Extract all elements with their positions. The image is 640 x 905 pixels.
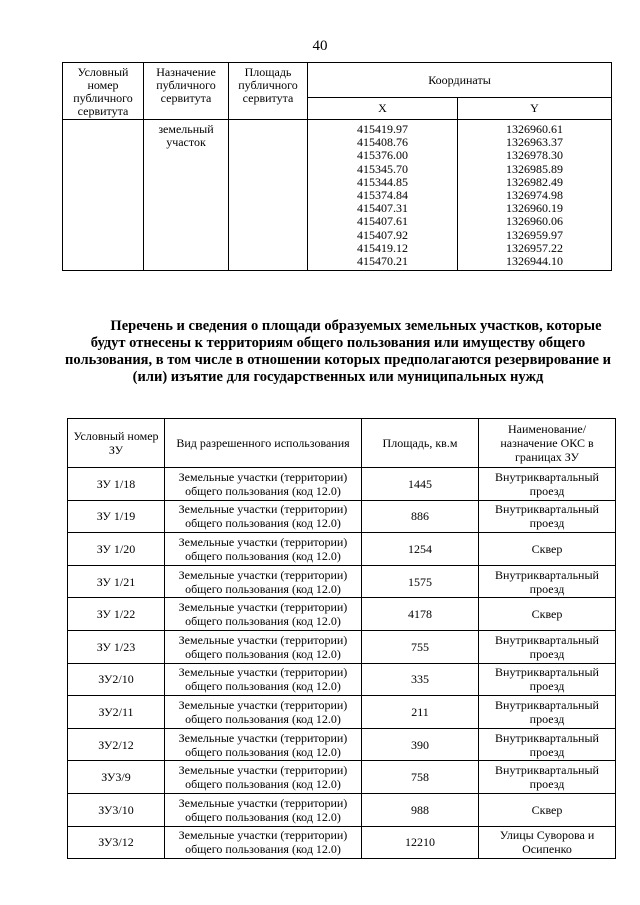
page-number: 40	[312, 38, 328, 54]
plot-number-cell: ЗУ2/11	[68, 696, 165, 729]
y-coordinate: 1326960.61	[506, 122, 563, 136]
table-row	[68, 696, 616, 729]
header-servitude-purpose: Назначение публичного сервитута	[144, 63, 229, 120]
oks-name-cell: Улицы Суворова и Осипенко	[479, 826, 616, 859]
oks-name-cell: Внутриквартальный проезд	[479, 565, 616, 598]
plot-area-cell: 4178	[362, 598, 479, 631]
plot-area-cell: 1445	[362, 468, 479, 501]
table-row	[68, 826, 616, 859]
permitted-use-cell: Земельные участки (территории) общего пользования (код 12.0)	[165, 565, 362, 598]
servitude-number-cell	[63, 120, 144, 271]
servitude-purpose-cell: земельный участок	[144, 120, 229, 271]
oks-name-cell: Сквер	[479, 598, 616, 631]
y-coordinate: 1326944.10	[506, 253, 563, 268]
header-y: Y	[458, 98, 612, 120]
x-coordinates-cell	[308, 120, 458, 271]
y-coordinate: 1326959.97	[506, 227, 563, 242]
table-row	[68, 500, 616, 533]
permitted-use-cell: Земельные участки (территории) общего пользования (код 12.0)	[165, 468, 362, 501]
table-row	[68, 761, 616, 794]
plot-area-cell: 335	[362, 663, 479, 696]
section-heading-first-line: Перечень и сведения о площади образуемых земельных участков, которые	[110, 318, 602, 334]
y-coordinate: 1326985.89	[506, 161, 563, 176]
header-plot-number: Условный номер ЗУ	[68, 419, 165, 468]
plot-area-cell: 758	[362, 761, 479, 794]
permitted-use-cell: Земельные участки (территории) общего пользования (код 12.0)	[165, 761, 362, 794]
permitted-use-cell: Земельные участки (территории) общего пользования (код 12.0)	[165, 663, 362, 696]
x-coordinate: 415376.00	[357, 148, 408, 163]
x-coordinate: 415407.61	[357, 214, 408, 229]
header-plot-area: Площадь, кв.м	[362, 419, 479, 468]
table-row	[68, 793, 616, 826]
table-row	[68, 728, 616, 761]
section-heading	[58, 318, 618, 386]
plot-area-cell: 211	[362, 696, 479, 729]
header-coordinates: Координаты	[308, 63, 612, 98]
oks-name-cell: Сквер	[479, 533, 616, 566]
table-row	[68, 630, 616, 663]
y-coordinate: 1326982.49	[506, 174, 563, 189]
plot-number-cell: ЗУ2/10	[68, 663, 165, 696]
y-coordinate: 1326960.19	[506, 201, 563, 216]
y-coordinate: 1326974.98	[506, 187, 563, 202]
y-coordinates-cell	[458, 120, 612, 271]
x-coordinate: 415470.21	[357, 253, 408, 268]
permitted-use-cell: Земельные участки (территории) общего пользования (код 12.0)	[165, 826, 362, 859]
x-coordinate: 415408.76	[357, 135, 408, 150]
plot-number-cell: ЗУ 1/23	[68, 630, 165, 663]
plot-number-cell: ЗУ 1/21	[68, 565, 165, 598]
table-row	[68, 598, 616, 631]
oks-name-cell: Внутриквартальный проезд	[479, 663, 616, 696]
oks-name-cell: Внутриквартальный проезд	[479, 468, 616, 501]
x-coordinate: 415407.31	[357, 201, 408, 216]
plot-area-cell: 755	[362, 630, 479, 663]
servitude-area-cell	[229, 120, 308, 271]
y-coordinate: 1326960.06	[506, 214, 563, 229]
plot-number-cell: ЗУ 1/18	[68, 468, 165, 501]
table-row	[68, 663, 616, 696]
plot-number-cell: ЗУ2/12	[68, 728, 165, 761]
plot-area-cell: 1575	[362, 565, 479, 598]
y-coordinate: 1326963.37	[506, 135, 563, 150]
header-permitted-use: Вид разрешенного использования	[165, 419, 362, 468]
x-coordinate: 415374.84	[357, 187, 408, 202]
permitted-use-cell: Земельные участки (территории) общего пользования (код 12.0)	[165, 696, 362, 729]
plot-number-cell: ЗУ3/9	[68, 761, 165, 794]
table-row	[68, 468, 616, 501]
x-coordinate: 415345.70	[357, 161, 408, 176]
permitted-use-cell: Земельные участки (территории) общего пользования (код 12.0)	[165, 500, 362, 533]
permitted-use-cell: Земельные участки (территории) общего пользования (код 12.0)	[165, 793, 362, 826]
permitted-use-cell: Земельные участки (территории) общего пользования (код 12.0)	[165, 630, 362, 663]
plot-area-cell: 988	[362, 793, 479, 826]
land-plots-body	[68, 468, 616, 859]
plot-number-cell: ЗУ3/10	[68, 793, 165, 826]
plot-number-cell: ЗУ 1/22	[68, 598, 165, 631]
table-row	[63, 120, 612, 271]
land-plots-table	[67, 418, 616, 859]
x-coordinate: 415407.92	[357, 227, 408, 242]
header-x: X	[308, 98, 458, 120]
table-row	[68, 533, 616, 566]
plot-area-cell: 1254	[362, 533, 479, 566]
header-servitude-area: Площадь публичного сервитута	[229, 63, 308, 120]
plot-area-cell: 12210	[362, 826, 479, 859]
plot-area-cell: 886	[362, 500, 479, 533]
header-oks-name: Наименование/ назначение ОКС в границах ЗУ	[479, 419, 616, 468]
y-coordinate: 1326957.22	[506, 240, 563, 255]
oks-name-cell: Внутриквартальный проезд	[479, 630, 616, 663]
plot-number-cell: ЗУ 1/20	[68, 533, 165, 566]
header-servitude-number: Условный номер публичного сервитута	[63, 63, 144, 120]
permitted-use-cell: Земельные участки (территории) общего пользования (код 12.0)	[165, 598, 362, 631]
y-coordinate: 1326978.30	[506, 148, 563, 163]
x-coordinate: 415419.97	[357, 122, 408, 136]
oks-name-cell: Внутриквартальный проезд	[479, 761, 616, 794]
oks-name-cell: Сквер	[479, 793, 616, 826]
servitude-coordinates-table	[62, 62, 612, 271]
x-coordinate: 415419.12	[357, 240, 408, 255]
section-heading-rest: будут отнесены к территориям общего пользования или имуществу общего пользования, в том числе в отношении которых предполагаются резервирование и (или) изъятие для государственных или муниципальных нужд	[65, 335, 611, 385]
x-coordinate: 415344.85	[357, 174, 408, 189]
oks-name-cell: Внутриквартальный проезд	[479, 728, 616, 761]
permitted-use-cell: Земельные участки (территории) общего пользования (код 12.0)	[165, 728, 362, 761]
plot-number-cell: ЗУ 1/19	[68, 500, 165, 533]
plot-number-cell: ЗУ3/12	[68, 826, 165, 859]
permitted-use-cell: Земельные участки (территории) общего пользования (код 12.0)	[165, 533, 362, 566]
plot-area-cell: 390	[362, 728, 479, 761]
oks-name-cell: Внутриквартальный проезд	[479, 500, 616, 533]
table-row	[68, 565, 616, 598]
oks-name-cell: Внутриквартальный проезд	[479, 696, 616, 729]
